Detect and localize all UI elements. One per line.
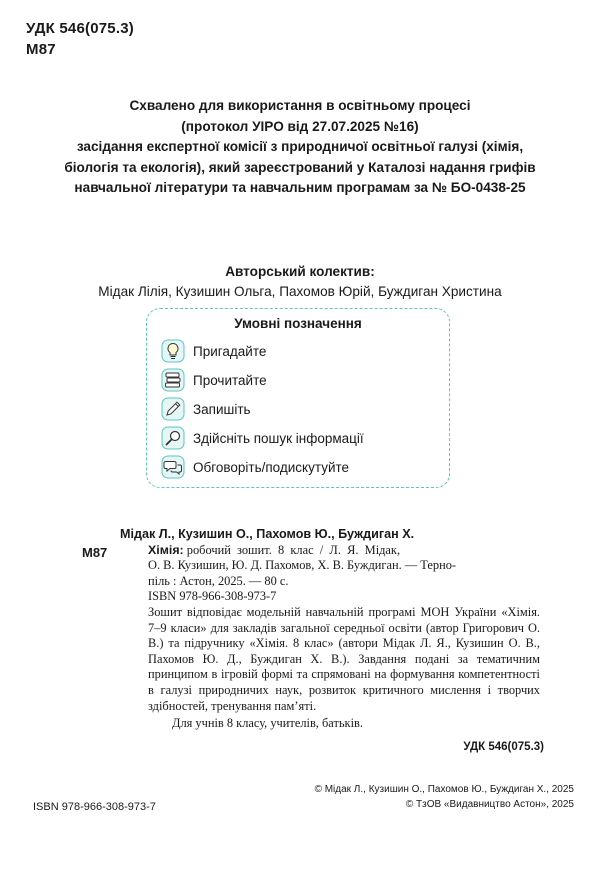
legend-item-remember: [161, 338, 266, 364]
udk-header: [26, 18, 134, 60]
record-isbn: ISBN 978-966-308-973-7: [148, 589, 277, 604]
legend-item-search: [161, 425, 364, 451]
record-line: піль : Астон, 2025. — 80 с.: [148, 573, 289, 588]
legend-item-label: Запишіть: [193, 401, 251, 417]
legend-item-label: Прочитайте: [193, 372, 267, 388]
pencil-icon: [161, 397, 185, 421]
lightbulb-icon: [161, 339, 185, 363]
authors-block: [40, 262, 560, 302]
catalog-code: М87: [82, 545, 108, 560]
record-line: О. В. Кузишин, Ю. Д. Пахомов, Х. В. Буждиган. — Терно-: [148, 558, 457, 573]
discussion-icon: [161, 455, 185, 479]
copyright-authors: © Мідак Л., Кузишин О., Пахомов Ю., Буждиган Х., 2025: [314, 784, 574, 795]
approval-line: Схвалено для використання в освітньому процесі: [129, 98, 471, 113]
author-mark: М87: [26, 41, 56, 58]
record-title-line: [120, 543, 540, 559]
legend-item-read: [161, 367, 267, 393]
legend-item-label: Пригадайте: [193, 343, 267, 359]
authors-heading: Авторський колектив:: [225, 264, 375, 279]
legend-title: Умовні позначення: [234, 316, 362, 331]
approval-line: засідання експертної комісії з природничої освітньої галузі (хімія,: [76, 139, 524, 154]
books-icon: [161, 368, 185, 392]
record-authors: Мідак Л., Кузишин О., Пахомов Ю., Буждиган Х.: [120, 527, 415, 541]
legend-item-write: [161, 396, 251, 422]
record-udk: УДК 546(075.3): [463, 741, 544, 753]
record-audience: Для учнів 8 класу, учителів, батьків.: [172, 716, 363, 731]
legend-item-discuss: [161, 454, 349, 480]
approval-block: [40, 96, 560, 199]
record-title-word: Хімія:: [148, 542, 184, 557]
footer-copyright: [315, 782, 574, 812]
approval-line: навчальної літератури та навчальним програмам за № БО-0438-25: [74, 180, 526, 195]
legend-item-label: Здійсніть пошук інформації: [193, 430, 364, 446]
bibliographic-record: [120, 527, 540, 732]
authors-names: Мідак Лілія, Кузишин Ольга, Пахомов Юрій, Буждиган Христина: [98, 284, 502, 299]
footer-isbn: ISBN 978-966-308-973-7: [33, 801, 156, 813]
legend-item-label: Обговоріть/подискутуйте: [193, 459, 350, 475]
record-title-rest: робочий зошит. 8 клас / Л. Я. Мідак,: [183, 542, 401, 557]
record-annotation: Зошит відповідає модельній навчальній програмі МОН України «Хімія. 7–9 класи» для закладів загальної середньої освіти (автор Григорович О. В.) та підручнику «Хімія. 8 клас» (автори Мідак Л. Я., Кузишин О. В., Пахомов Ю. Д., Буждиган Х. В.). Завдання подані за тематичним принципом в ігровій формі та спрямовані на формування компетентності в галузі природничих наук, розвиток критичного мислення і творчих здібностей, тренування пам’яті.: [148, 604, 540, 713]
approval-line: біологія та екологія), який зареєстрований у Каталозі надання грифів: [64, 159, 536, 175]
copyright-publisher: © ТзОВ «Видавництво Астон», 2025: [405, 799, 574, 810]
search-icon: [161, 426, 185, 450]
legend-box: [146, 308, 450, 488]
approval-line: (протокол УІРО від 27.07.2025 №16): [181, 118, 419, 134]
udk-code: УДК 546(075.3): [26, 20, 134, 37]
